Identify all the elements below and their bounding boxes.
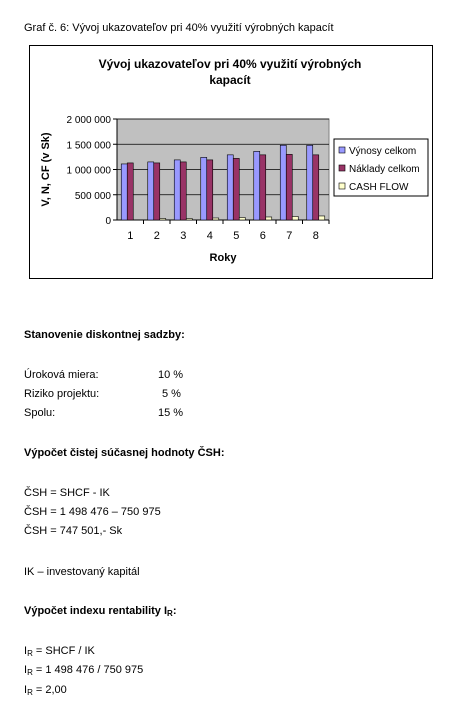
chart-title-line-1: Vývoj ukazovateľov pri 40% využití výrobných <box>98 57 362 71</box>
y-tick-label: 0 <box>105 216 111 227</box>
npv-substitution-line: ČSH = 1 498 476 – 750 975 <box>24 506 161 518</box>
discount-value-risk: 5 % <box>162 388 181 400</box>
x-axis-label: Roky <box>209 252 237 264</box>
ir-formula-text: = SHCF / IK <box>32 645 95 657</box>
legend-swatch <box>339 147 345 153</box>
ir-heading-subscript: R <box>167 609 173 618</box>
ir-substitution-line <box>24 664 143 677</box>
npv-formula-line: ČSH = SHCF - IK <box>24 487 110 499</box>
bar-3-2 <box>160 218 166 220</box>
bar-2-5 <box>233 158 239 220</box>
ir-formula-line <box>24 645 95 658</box>
bar-1-2 <box>148 162 154 220</box>
y-tick-label: 500 000 <box>74 190 111 202</box>
x-tick-label: 2 <box>153 230 160 242</box>
x-tick-label: 7 <box>286 230 293 242</box>
y-axis-label: V, N, CF (v Sk) <box>40 132 52 207</box>
bar-3-7 <box>292 216 298 220</box>
y-tick-label: 1 000 000 <box>66 165 111 177</box>
ir-heading <box>24 605 177 618</box>
bar-2-2 <box>154 163 160 220</box>
chart-frame <box>29 45 433 279</box>
discount-label-interest: Úroková miera: <box>24 369 99 381</box>
ir-symbol: I <box>24 645 28 657</box>
bar-2-4 <box>207 160 213 220</box>
chart-title-line-2: kapacít <box>209 73 251 87</box>
bar-3-3 <box>186 218 192 220</box>
legend-label: Výnosy celkom <box>349 146 417 157</box>
bar-chart <box>30 46 432 278</box>
npv-heading: Výpočet čistej súčasnej hodnoty ČSH: <box>24 447 225 459</box>
bar-2-6 <box>260 155 266 220</box>
bar-1-8 <box>307 145 313 220</box>
discount-label-total: Spolu: <box>24 407 56 419</box>
x-tick-label: 6 <box>259 230 266 242</box>
figure-caption: Graf č. 6: Vývoj ukazovateľov pri 40% využití výrobných kapacít <box>24 22 334 34</box>
bar-3-5 <box>239 217 245 220</box>
bar-1-5 <box>227 155 233 220</box>
legend-swatch <box>339 165 345 171</box>
discount-label-risk: Riziko projektu: <box>24 388 100 400</box>
bar-1-6 <box>254 151 260 220</box>
ir-substitution-text: = 1 498 476 / 750 975 <box>32 664 144 676</box>
ir-symbol: I <box>24 664 28 676</box>
ir-subscript: R <box>27 668 33 677</box>
discount-value-interest: 10 % <box>158 369 184 381</box>
ik-definition: IK – investovaný kapitál <box>24 566 140 578</box>
bar-2-8 <box>313 155 319 220</box>
legend-label: CASH FLOW <box>349 182 409 193</box>
ir-result-line <box>24 684 67 697</box>
bar-1-3 <box>174 160 180 220</box>
ir-heading-colon: : <box>172 605 177 617</box>
y-tick-label: 1 500 000 <box>66 140 111 152</box>
discount-value-total: 15 % <box>158 407 184 419</box>
x-tick-label: 1 <box>127 230 134 242</box>
ir-subscript: R <box>27 688 33 697</box>
ir-symbol: I <box>24 684 28 696</box>
ir-subscript: R <box>27 649 33 658</box>
legend-label: Náklady celkom <box>349 164 420 175</box>
y-tick-label: 2 000 000 <box>66 115 111 126</box>
legend-swatch <box>339 183 345 189</box>
bar-1-4 <box>201 157 207 220</box>
npv-result-line: ČSH = 747 501,- Sk <box>24 525 123 537</box>
bar-3-8 <box>319 216 325 220</box>
bar-1-1 <box>121 164 127 220</box>
bar-3-4 <box>213 218 219 220</box>
x-tick-label: 5 <box>233 230 240 242</box>
bar-2-1 <box>127 163 133 220</box>
bar-1-7 <box>280 145 286 220</box>
ir-heading-text: Výpočet indexu rentability I <box>24 605 168 617</box>
ir-result-text: = 2,00 <box>32 684 67 696</box>
bar-2-3 <box>180 162 186 220</box>
discount-heading: Stanovenie diskontnej sadzby: <box>24 329 185 341</box>
bar-2-7 <box>286 154 292 220</box>
x-tick-label: 3 <box>180 230 187 242</box>
x-tick-label: 8 <box>312 230 319 242</box>
x-tick-label: 4 <box>206 230 213 242</box>
bar-3-6 <box>266 217 272 220</box>
